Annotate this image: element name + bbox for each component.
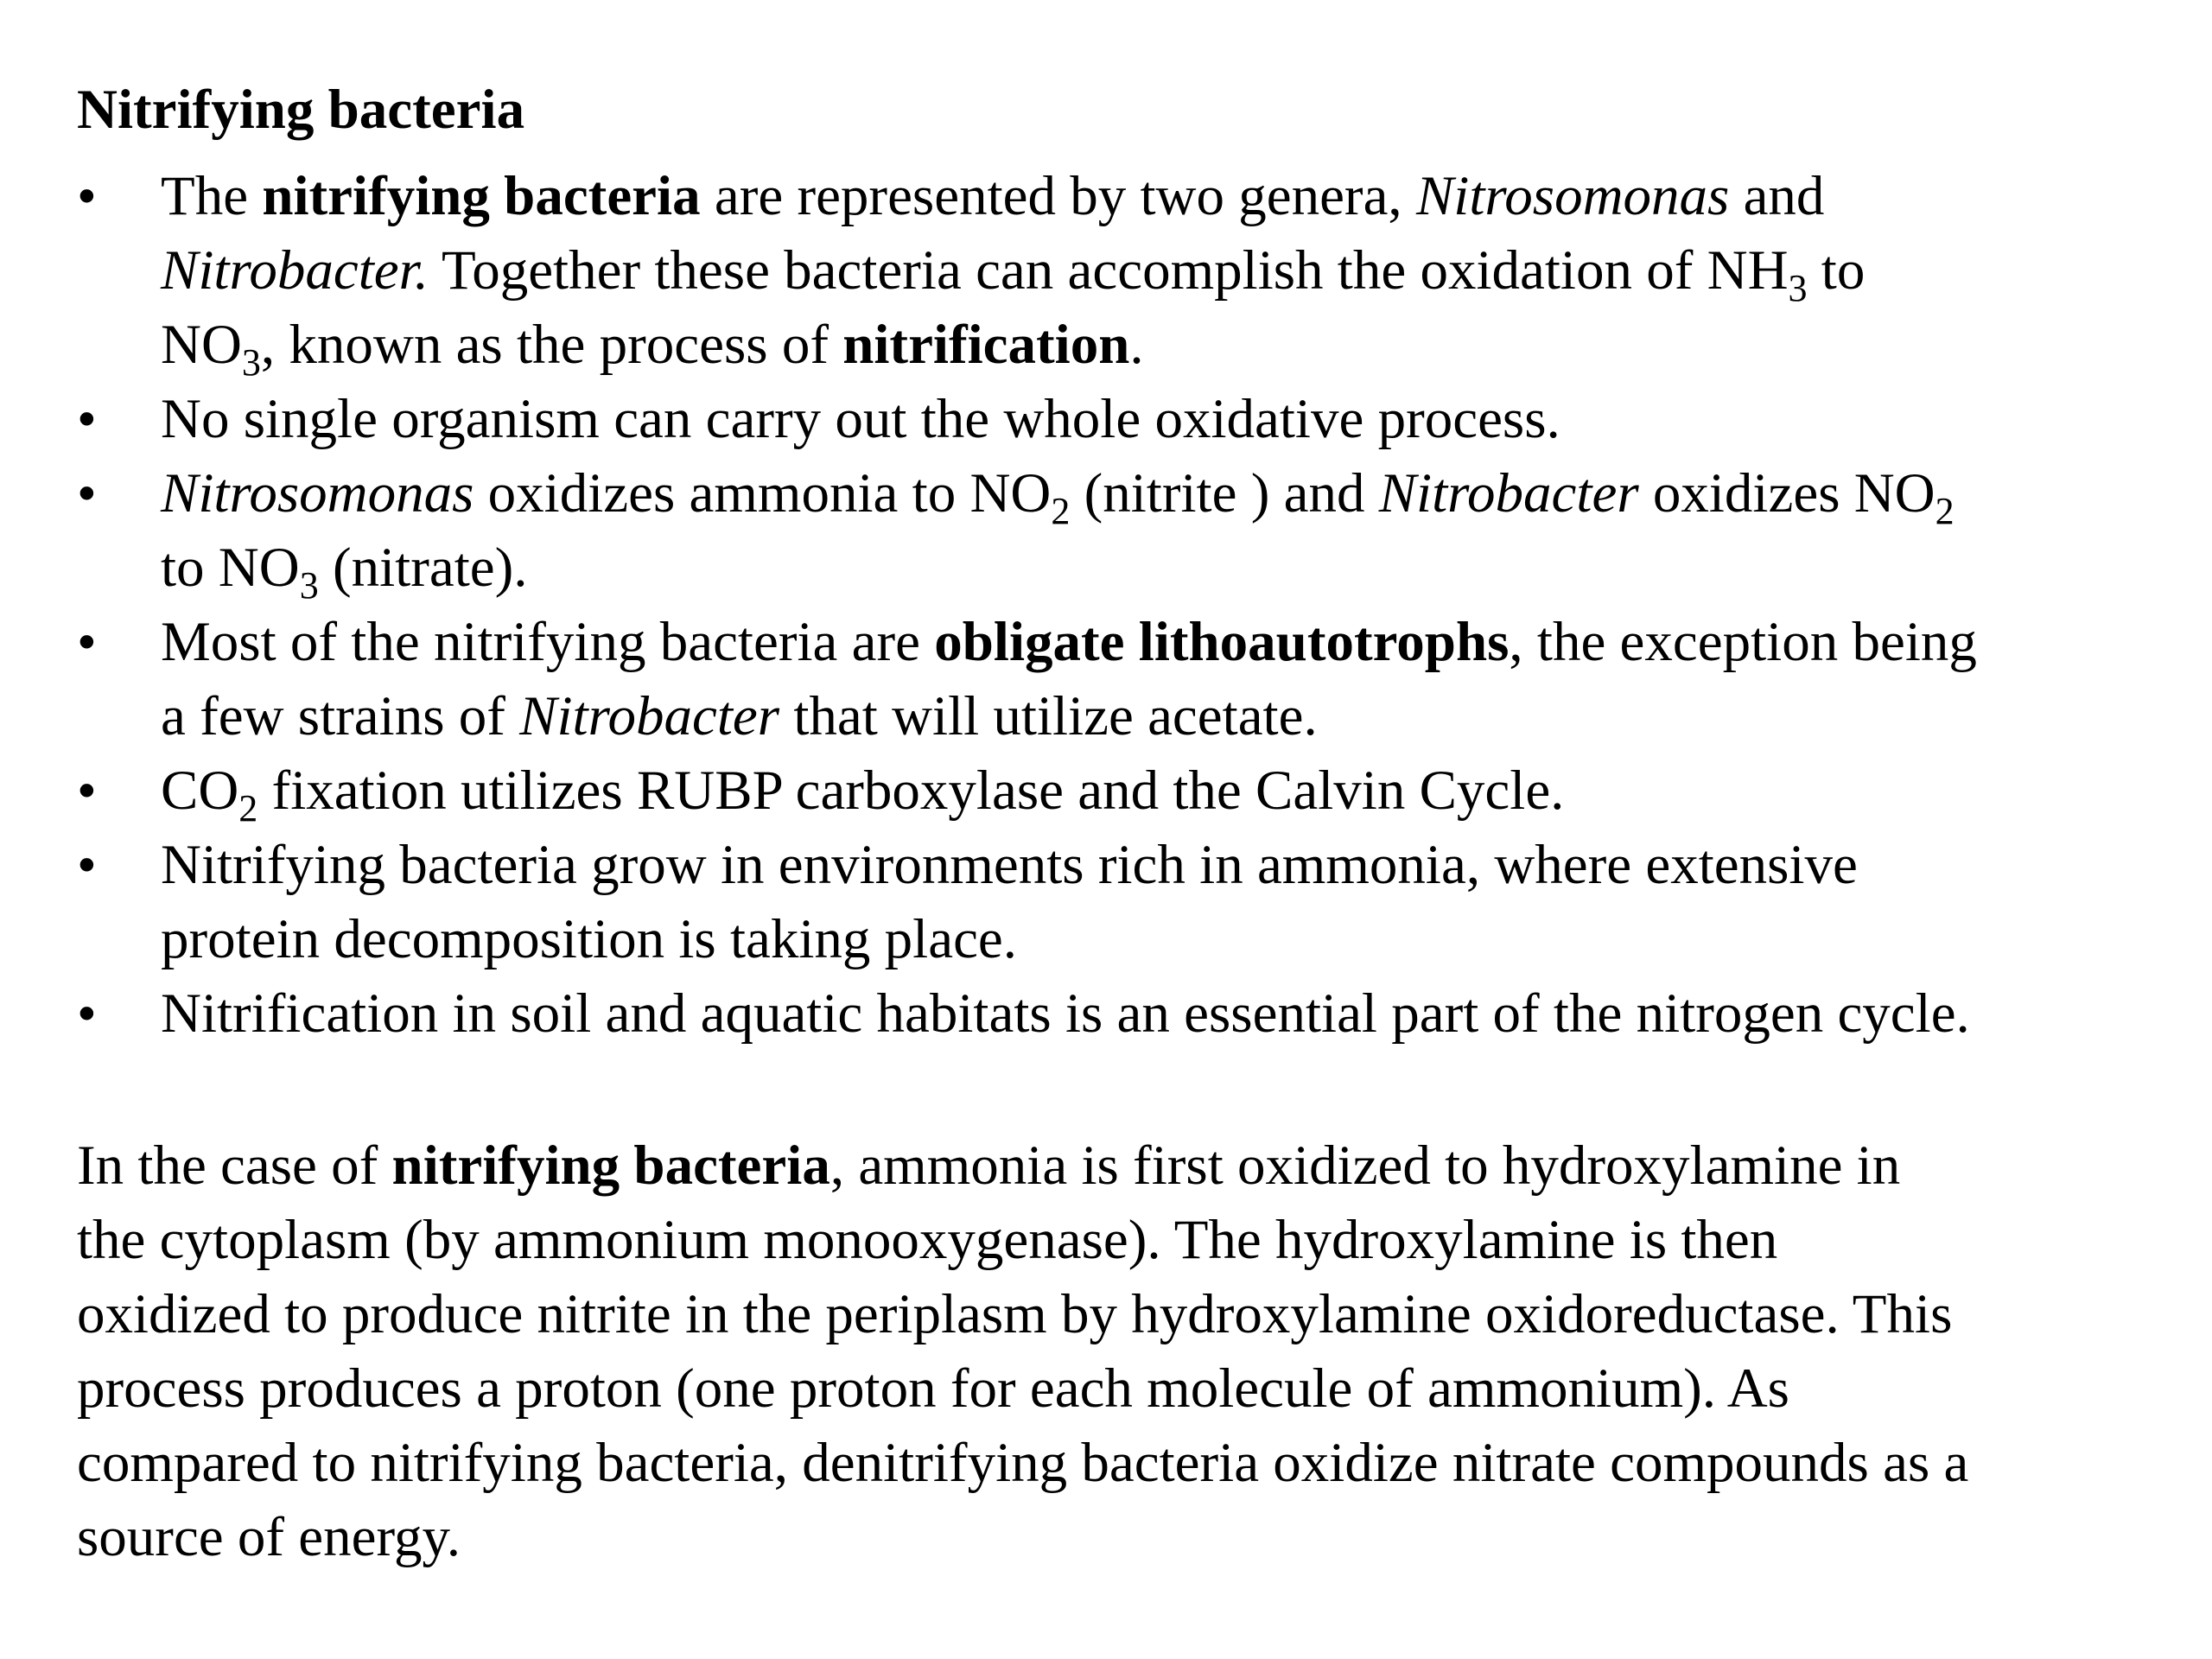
text-line: $CO_2$ fixation utilizes RUBP carboxylase and the Calvin Cycle. — [161, 760, 1565, 830]
bullet-list — [77, 159, 2185, 1051]
text-line: Nitrosomonas oxidizes ammonia to $NO_2$ (nitrite ) and Nitrobacter oxidizes $NO_2$ — [161, 462, 1955, 532]
subscript: 3 — [1788, 267, 1808, 309]
text-line: protein decomposition is taking place. — [161, 908, 1018, 970]
bullet-text — [161, 976, 2212, 1051]
bullet-item-6 — [77, 828, 2185, 976]
subscript: 2 — [238, 787, 258, 830]
text-line: source of energy. — [77, 1506, 461, 1568]
subscript: 2 — [1051, 490, 1071, 532]
subscript: 2 — [1935, 490, 1955, 532]
bullet-dot: • — [77, 982, 97, 1045]
text-line: The nitrifying bacteria are represented by two genera, Nitrosomonas and — [161, 165, 1825, 227]
text-line: No single organism can carry out the whole oxidative process. — [161, 388, 1560, 450]
genus-name: Nitrobacter — [519, 685, 780, 747]
text-line: process produces a proton (one proton for each molecule of ammonium). As — [77, 1357, 1789, 1420]
bullet-item-2 — [77, 382, 2185, 456]
bullet-item-7 — [77, 976, 2185, 1051]
explanation-paragraph — [77, 1128, 2185, 1574]
bullet-dot: • — [77, 462, 97, 524]
genus-name: Nitrobacter — [1378, 462, 1639, 524]
bullet-dot: • — [77, 760, 97, 822]
bullet-text — [161, 456, 2212, 605]
bullet-dot: • — [77, 388, 97, 450]
text-line: Nitrobacter. Together these bacteria can accomplish the oxidation of $NH_3$ to — [161, 239, 1866, 309]
bullet-dot: • — [77, 165, 97, 227]
text-line: Nitrifying bacteria grow in environments rich in ammonia, where extensive — [161, 834, 1858, 896]
subscript: 3 — [299, 564, 319, 607]
text-line: compared to nitrifying bacteria, denitrifying bacteria oxidize nitrate compounds as a — [77, 1432, 1969, 1494]
bullet-text — [161, 159, 2212, 382]
bullet-text — [161, 753, 2212, 828]
text-line: to $NO_3$ (nitrate). — [161, 537, 528, 607]
text-line: $NO_3$, known as the process of nitrification. — [161, 314, 1144, 384]
text-line: the cytoplasm (by ammonium monooxygenase). The hydroxylamine is then — [77, 1209, 1778, 1271]
text-line: Nitrification in soil and aquatic habitats is an essential part of the nitrogen cycle. — [161, 982, 1970, 1045]
bold-term: nitrifying bacteria — [262, 165, 701, 227]
slide-heading: Nitrifying bacteria — [77, 79, 525, 141]
bullet-dot: • — [77, 611, 97, 673]
bullet-text — [161, 828, 2212, 976]
text-line: Most of the nitrifying bacteria are obligate lithoautotrophs, the exception being — [161, 611, 1977, 673]
text-line: oxidized to produce nitrite in the periplasm by hydroxylamine oxidoreductase. This — [77, 1283, 1953, 1345]
genus-name: Nitrosomonas — [1415, 165, 1730, 227]
bold-term: obligate lithoautotrophs — [934, 611, 1510, 673]
text-line: a few strains of Nitrobacter that will utilize acetate. — [161, 685, 1318, 747]
genus-name: Nitrobacter. — [161, 239, 429, 302]
bullet-text — [161, 382, 2212, 456]
bullet-text — [161, 605, 2212, 753]
bullet-item-3 — [77, 456, 2185, 605]
bold-term: nitrifying bacteria — [391, 1135, 830, 1197]
bullet-item-4 — [77, 605, 2185, 753]
bullet-item-5 — [77, 753, 2185, 828]
text-line: In the case of nitrifying bacteria, ammonia is first oxidized to hydroxylamine in — [77, 1135, 1901, 1197]
bullet-item-1 — [77, 159, 2185, 382]
bold-term: nitrification — [842, 314, 1130, 376]
bullet-dot: • — [77, 834, 97, 896]
subscript: 3 — [241, 341, 261, 384]
genus-name: Nitrosomonas — [161, 462, 474, 524]
